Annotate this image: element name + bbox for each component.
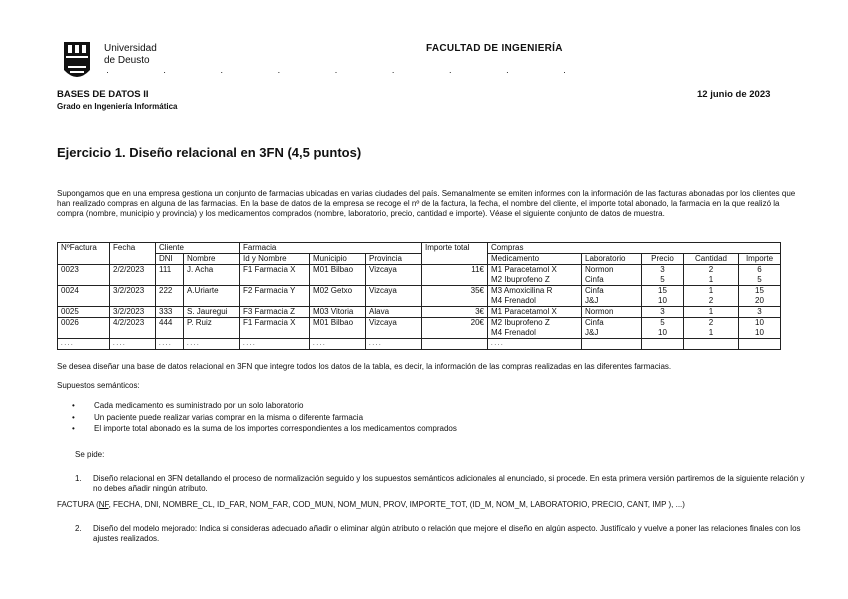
empty-cell — [684, 339, 739, 350]
table-subheader-row — [58, 254, 781, 265]
header-cell: NºFactura — [58, 243, 110, 265]
medicamento-cell: M1 Paracetamol X M2 Ibuprofeno Z — [488, 265, 582, 286]
header-cell: Id y Nombre — [240, 254, 310, 265]
precio-cell: 3 5 — [642, 265, 684, 286]
empty-cell — [422, 339, 488, 350]
importe-cell: 6 5 — [739, 265, 781, 286]
header-cell: Provincia — [366, 254, 422, 265]
item-text: Diseño del modelo mejorado: Indica si consideras adecuado añadir o eliminar algún atributo o relación que mejore el diseño en algún aspecto. Justifícalo y vuelve a poner las relaciones finales con los ajustes realizados. — [93, 524, 801, 543]
table-row — [58, 307, 781, 318]
dni-cell: 111 — [156, 265, 184, 286]
factura-cell: 0026 — [58, 318, 110, 339]
header-cell: Cantidad — [684, 254, 739, 265]
header-cell: Importe — [739, 254, 781, 265]
header-cell: Laboratorio — [582, 254, 642, 265]
total-cell: 35€ — [422, 286, 488, 307]
factura-cell: 0025 — [58, 307, 110, 318]
laboratorio-cell: Normon Cinfa — [582, 265, 642, 286]
dni-cell: 333 — [156, 307, 184, 318]
provincia-cell: Vizcaya — [366, 318, 422, 339]
fecha-cell: 4/2/2023 — [110, 318, 156, 339]
supuestos-title: Supuestos semánticos: — [57, 381, 140, 390]
after-table-text: Se desea diseñar una base de datos relacional en 3FN que integre todos los datos de la tabla, es decir, la información de las compras realizadas en las diferentes farmacias. — [57, 362, 672, 371]
factura-cell: 0023 — [58, 265, 110, 286]
municipio-cell: M01 Bilbao — [310, 265, 366, 286]
course-title: BASES DE DATOS II — [57, 89, 149, 100]
task-item-2 — [75, 524, 805, 544]
importe-cell: 10 10 — [739, 318, 781, 339]
supuestos-list — [72, 400, 457, 435]
header-cell: Importe total — [422, 243, 488, 265]
ellipsis-cell: . . . . — [366, 339, 422, 350]
importe-cell: 15 20 — [739, 286, 781, 307]
provincia-cell: Alava — [366, 307, 422, 318]
provincia-cell: Vizcaya — [366, 286, 422, 307]
ellipsis-cell: . . . . — [488, 339, 582, 350]
header-cell: Farmacia — [240, 243, 422, 254]
ellipsis-cell: . . . . — [184, 339, 240, 350]
ellipsis-cell: . . . . — [240, 339, 310, 350]
cantidad-cell: 1 2 — [684, 286, 739, 307]
total-cell: 20€ — [422, 318, 488, 339]
degree-name: Grado en Ingeniería Informática — [57, 102, 178, 111]
table-row — [58, 265, 781, 286]
list-item: • El importe total abonado es la suma de los importes correspondientes a los medicamentos comprados — [72, 423, 457, 435]
table-row — [58, 318, 781, 339]
ellipsis-cell: . . . . — [156, 339, 184, 350]
nombre-cell: A.Uriarte — [184, 286, 240, 307]
provincia-cell: Vizcaya — [366, 265, 422, 286]
item-number: 2. — [75, 524, 82, 533]
task-item-1 — [75, 474, 805, 494]
nombre-cell: J. Acha — [184, 265, 240, 286]
fecha-cell: 3/2/2023 — [110, 286, 156, 307]
item-text: Diseño relacional en 3FN detallando el proceso de normalización seguido y los supuestos semánticos adicionales al enunciado, si procede. En esta primera versión partiremos de la siguiente relación y no debes añadir ningún atributo. — [93, 474, 805, 493]
medicamento-cell: M3 Amoxicilina R M4 Frenadol — [488, 286, 582, 307]
laboratorio-cell: Normon — [582, 307, 642, 318]
faculty-name: FACULTAD DE INGENIERÍA — [426, 43, 563, 54]
total-cell: 11€ — [422, 265, 488, 286]
empty-cell — [582, 339, 642, 350]
medicamento-cell: M1 Paracetamol X — [488, 307, 582, 318]
nombre-cell: S. Jauregui — [184, 307, 240, 318]
importe-cell: 3 — [739, 307, 781, 318]
ellipsis-cell: . . . . — [58, 339, 110, 350]
cantidad-cell: 2 1 — [684, 265, 739, 286]
dni-cell: 222 — [156, 286, 184, 307]
exam-date: 12 junio de 2023 — [697, 89, 771, 100]
municipio-cell: M03 Vitoria — [310, 307, 366, 318]
fecha-cell: 2/2/2023 — [110, 265, 156, 286]
fecha-cell: 3/2/2023 — [110, 307, 156, 318]
municipio-cell: M01 Bilbao — [310, 318, 366, 339]
header-cell: Compras — [488, 243, 781, 254]
empty-cell — [739, 339, 781, 350]
ellipsis-cell: . . . . — [310, 339, 366, 350]
precio-cell: 15 10 — [642, 286, 684, 307]
list-item: • Un paciente puede realizar varias comprar en la misma o diferente farmacia — [72, 412, 457, 424]
university-logo-icon — [62, 42, 92, 82]
table-row — [58, 286, 781, 307]
exercise-title: Ejercicio 1. Diseño relacional en 3FN (4,5 puntos) — [57, 145, 362, 160]
item-number: 1. — [75, 474, 82, 483]
farmacia-cell: F3 Farmacia Z — [240, 307, 310, 318]
primary-key: NF — [98, 500, 109, 509]
header-cell: Medicamento — [488, 254, 582, 265]
total-cell: 3€ — [422, 307, 488, 318]
exercise-intro: Supongamos que en una empresa gestiona un conjunto de farmacias ubicadas en varias ciudades del país. Semanalmente se emiten informes con la información de las facturas abonadas por los clientes que han realizado compras en alguna de las farmacias. En la base de datos de la empresa se recoge el nº de la factura, la fecha, el nombre del cliente, el importe total abonado, la farmacia en la que realizó la compra (nombre, municipio y provincia) y los medicamentos comprados (nombre, laboratorio, precio, cantidad e importe). Véase el siguiente conjunto de datos de muestra. — [57, 189, 796, 218]
farmacia-cell: F1 Farmacia X — [240, 318, 310, 339]
table-row-ellipsis — [58, 339, 781, 350]
header-cell: Precio — [642, 254, 684, 265]
empty-cell — [642, 339, 684, 350]
header-cell: Cliente — [156, 243, 240, 254]
dni-cell: 444 — [156, 318, 184, 339]
se-pide-label: Se pide: — [75, 450, 105, 459]
factura-cell: 0024 — [58, 286, 110, 307]
municipio-cell: M02 Getxo — [310, 286, 366, 307]
precio-cell: 5 10 — [642, 318, 684, 339]
nombre-cell: P. Ruiz — [184, 318, 240, 339]
laboratorio-cell: Cinfa J&J — [582, 286, 642, 307]
university-name: Universidad de Deusto — [104, 43, 157, 66]
sample-data-table — [57, 242, 781, 350]
header-cell: Municipio — [310, 254, 366, 265]
farmacia-cell: F1 Farmacia X — [240, 265, 310, 286]
cantidad-cell: 1 — [684, 307, 739, 318]
list-item: • Cada medicamento es suministrado por un solo laboratorio — [72, 400, 457, 412]
header-cell: Fecha — [110, 243, 156, 265]
table-header-row — [58, 243, 781, 254]
precio-cell: 3 — [642, 307, 684, 318]
farmacia-cell: F2 Farmacia Y — [240, 286, 310, 307]
cantidad-cell: 2 1 — [684, 318, 739, 339]
relation-schema: FACTURA (NF, FECHA, DNI, NOMBRE_CL, ID_FAR, NOM_FAR, COD_MUN, NOM_MUN, PROV, IMPORTE_TOT, (ID_M, NOM_M, LABORATORIO, PRECIO, CANT, IMP ), ...) — [57, 500, 685, 509]
header-cell: DNI — [156, 254, 184, 265]
medicamento-cell: M2 Ibuprofeno Z M4 Frenadol — [488, 318, 582, 339]
ellipsis-cell: . . . . — [110, 339, 156, 350]
laboratorio-cell: Cinfa J&J — [582, 318, 642, 339]
header-cell: Nombre — [184, 254, 240, 265]
dotted-separator: · · · · · · · · · — [106, 67, 566, 77]
